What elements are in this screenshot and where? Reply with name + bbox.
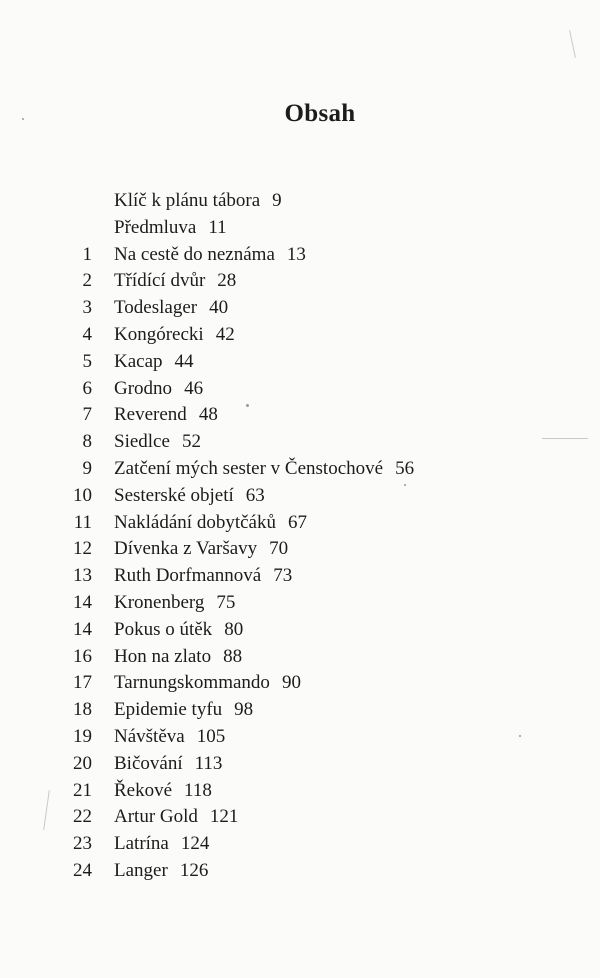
chapter-title: Na cestě do neznáma [114, 243, 275, 265]
chapter-number: 2 [82, 270, 92, 292]
chapter-number: 11 [73, 511, 92, 533]
page-number: 28 [217, 270, 237, 292]
chapter-title: Nakládání dobytčáků [114, 511, 276, 533]
page-number: 121 [209, 806, 239, 828]
chapter-title: Dívenka z Varšavy [114, 538, 258, 560]
chapter-number: 16 [73, 645, 92, 667]
chapter-number: 13 [73, 565, 92, 587]
toc-entry [0, 242, 600, 269]
toc-entry [0, 215, 600, 242]
chapter-title: Epidemie tyfu [114, 699, 223, 721]
scan-speck [22, 118, 24, 120]
page-number: 98 [234, 699, 254, 721]
chapter-number: 22 [73, 806, 92, 828]
chapter-number: 21 [73, 779, 92, 801]
toc-entry [0, 751, 600, 778]
chapter-number: 18 [73, 699, 92, 721]
chapter-number: 12 [73, 538, 92, 560]
toc-entry [0, 804, 600, 831]
chapter-number: 20 [73, 752, 92, 774]
toc-entry [0, 670, 600, 697]
page-number: 63 [245, 484, 265, 506]
scan-speck [404, 484, 406, 486]
toc-entry [0, 697, 600, 724]
toc-entry [0, 563, 600, 590]
toc-entry [0, 322, 600, 349]
page-number: 11 [208, 216, 227, 238]
toc-entry [0, 402, 600, 429]
chapter-number: 5 [82, 350, 92, 372]
page-number: 113 [194, 752, 223, 774]
page-number: 75 [216, 591, 236, 613]
page-number: 44 [174, 350, 194, 372]
page-number: 52 [181, 431, 201, 453]
page-number: 90 [281, 672, 301, 694]
chapter-title: Návštěva [114, 725, 185, 747]
page-number: 46 [184, 377, 204, 399]
page-number: 124 [180, 833, 210, 855]
chapter-number: 17 [73, 672, 92, 694]
chapter-title: Klíč k plánu tábora [114, 190, 261, 211]
toc-entry [0, 831, 600, 858]
chapter-number: 14 [73, 618, 92, 640]
scan-speck [246, 404, 249, 407]
page-number: 73 [273, 565, 293, 587]
table-of-contents [0, 188, 600, 885]
page-number: 48 [198, 404, 218, 426]
page-number: 70 [269, 538, 289, 560]
chapter-number: 19 [73, 725, 92, 747]
chapter-title: Sesterské objetí [114, 484, 234, 506]
toc-entry [0, 483, 600, 510]
chapter-title: Třídící dvůr [114, 270, 206, 292]
toc-entry [0, 724, 600, 751]
page-number: 118 [184, 779, 212, 801]
chapter-title: Tarnungskommando [114, 672, 270, 694]
page-number: 67 [287, 511, 307, 533]
chapter-number: 7 [82, 404, 92, 426]
chapter-title: Předmluva [114, 216, 197, 238]
page-number: 42 [215, 323, 235, 345]
chapter-title: Řekové [114, 779, 173, 801]
chapter-title: Ruth Dorfmannová [114, 565, 262, 587]
page-number: 105 [196, 725, 226, 747]
chapter-title: Reverend [114, 404, 187, 426]
page-number: 80 [224, 618, 244, 640]
toc-entry [0, 295, 600, 322]
toc-entry [0, 510, 600, 537]
page-title: Obsah [284, 100, 356, 127]
chapter-number: 24 [73, 859, 92, 881]
page-number: 9 [272, 190, 282, 211]
toc-entry [0, 644, 600, 671]
chapter-title: Grodno [114, 377, 173, 399]
toc-entry [0, 376, 600, 403]
chapter-title: Hon na zlato [114, 645, 212, 667]
toc-entry [0, 429, 600, 456]
toc-entry [0, 349, 600, 376]
scan-edge-mark [569, 30, 576, 58]
chapter-title: Kongórecki [114, 323, 204, 345]
page-number: 13 [286, 243, 306, 265]
toc-entry [0, 536, 600, 563]
page-number: 40 [209, 297, 229, 319]
chapter-title: Kacap [114, 350, 163, 372]
toc-entry [0, 188, 600, 215]
scan-edge-mark [542, 438, 588, 439]
chapter-title: Todeslager [114, 297, 198, 319]
chapter-number: 6 [82, 377, 92, 399]
chapter-number: 3 [82, 297, 92, 319]
toc-entry [0, 456, 600, 483]
chapter-title: Bičování [114, 752, 183, 774]
toc-entry [0, 590, 600, 617]
chapter-number: 4 [82, 323, 92, 345]
scan-speck [519, 735, 521, 737]
page-number: 126 [179, 859, 209, 881]
chapter-number: 1 [82, 243, 92, 265]
page-number: 56 [395, 457, 415, 479]
chapter-number: 14 [73, 591, 92, 613]
chapter-title: Artur Gold [114, 806, 198, 828]
chapter-title: Latrína [114, 833, 169, 855]
chapter-title: Langer [114, 859, 168, 881]
chapter-title: Pokus o útěk [114, 618, 213, 640]
page-number: 88 [223, 645, 243, 667]
chapter-number: 8 [82, 431, 92, 453]
chapter-number: 9 [82, 457, 92, 479]
toc-entry [0, 858, 600, 885]
toc-entry [0, 268, 600, 295]
chapter-title: Kronenberg [114, 591, 205, 613]
chapter-title: Siedlce [114, 431, 170, 453]
chapter-number: 10 [73, 484, 92, 506]
toc-entry [0, 778, 600, 805]
chapter-title: Zatčení mých sester v Čenstochové [114, 457, 384, 479]
toc-entry [0, 617, 600, 644]
chapter-number: 23 [73, 833, 92, 855]
